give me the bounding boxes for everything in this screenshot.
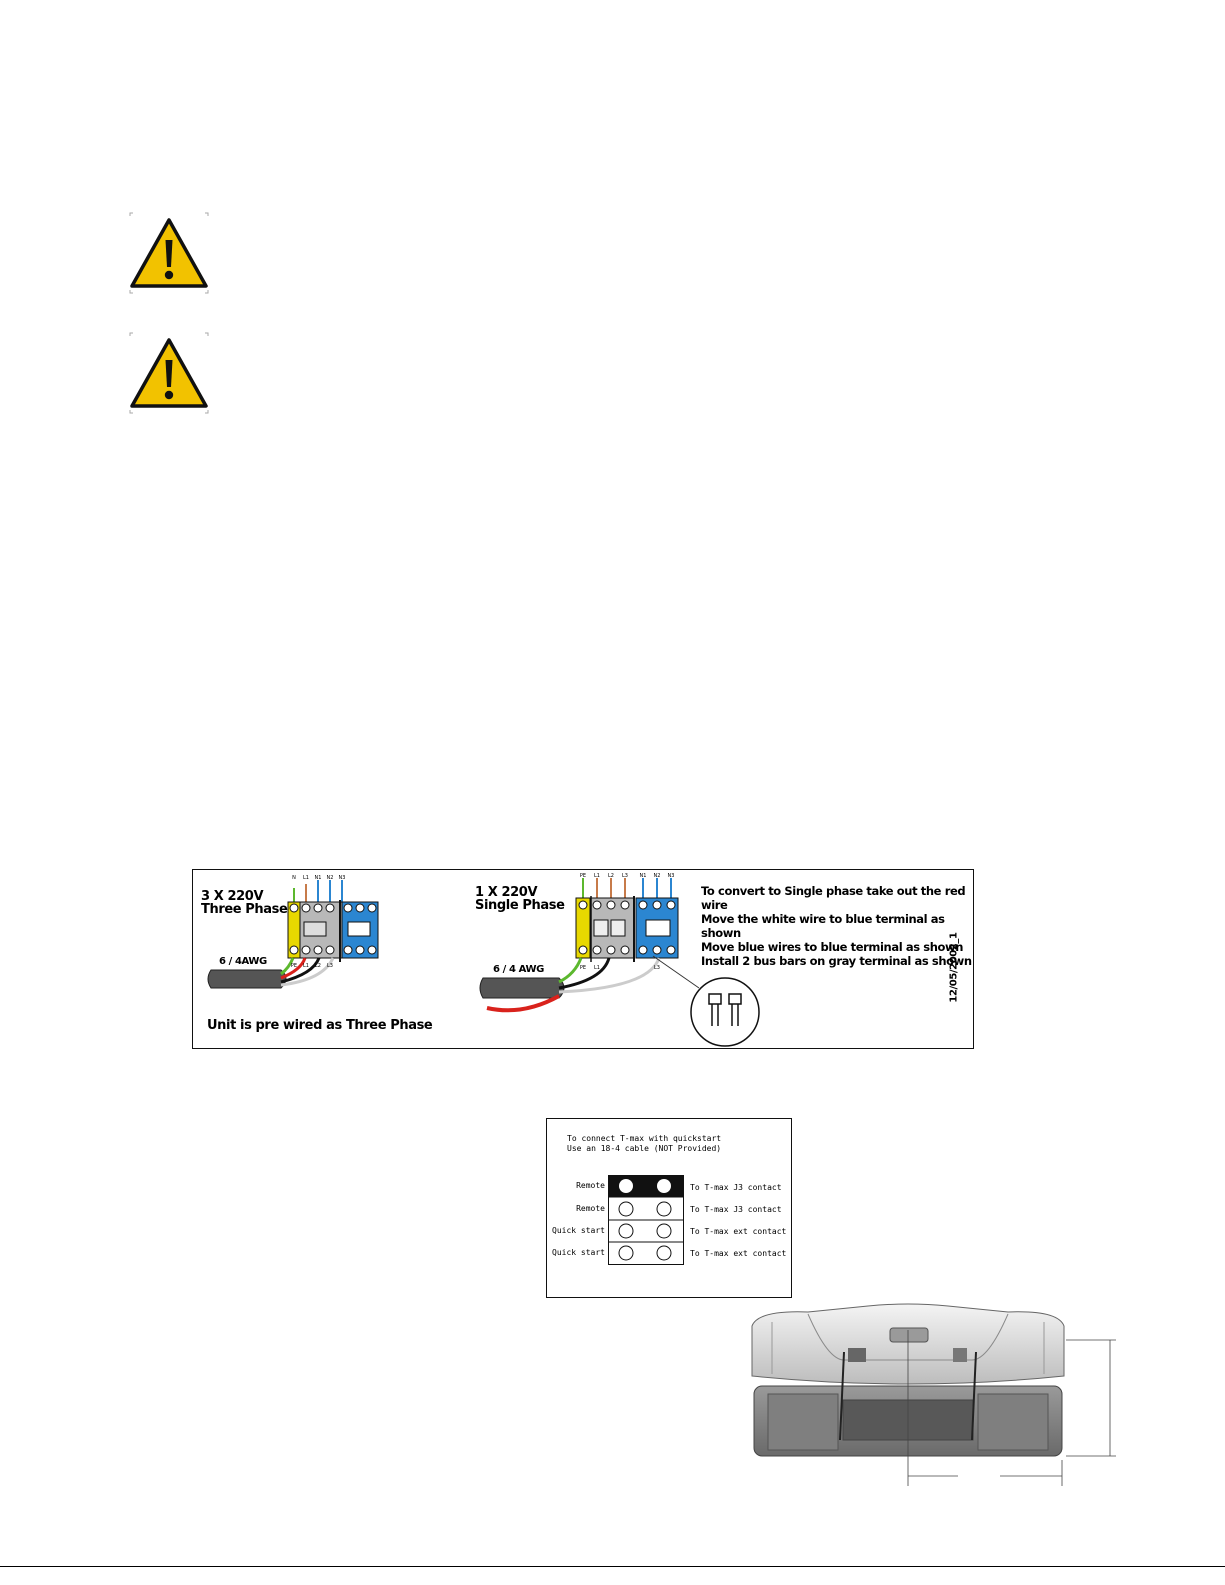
tmax-row-left: Remote bbox=[576, 1204, 605, 1213]
three-phase-terminal-label: N1 bbox=[314, 875, 322, 881]
warning-icon-2 bbox=[128, 332, 210, 414]
tmax-header-line2: Use an 18-4 cable (NOT Provided) bbox=[567, 1144, 722, 1153]
single-phase-terminal-label: N1 bbox=[639, 873, 647, 879]
single-phase-title-line1: 1 X 220V bbox=[475, 885, 538, 900]
three-phase-title-line2: Three Phase bbox=[201, 902, 288, 917]
single-phase-cable-label: 6 / 4 AWG bbox=[493, 964, 544, 975]
single-phase-terminal-label: N3 bbox=[667, 873, 675, 879]
instruction-line: To convert to Single phase take out the red wire bbox=[701, 884, 966, 912]
wiring-diagram-panel bbox=[192, 869, 974, 1049]
three-phase-title-line1: 3 X 220V bbox=[201, 889, 264, 904]
page-bottom-rule bbox=[0, 1566, 1225, 1567]
tanning-bed-illustration bbox=[748, 1300, 1128, 1490]
warning-triangle-icon bbox=[128, 332, 210, 414]
warning-icon-1 bbox=[128, 212, 210, 294]
conversion-instructions bbox=[701, 884, 973, 968]
single-phase-terminal-label: L1 bbox=[594, 873, 600, 879]
instruction-line: Move blue wires to blue terminal as shown bbox=[701, 940, 963, 954]
three-phase-terminal-label: PE bbox=[290, 963, 298, 969]
three-phase-cable-label: 6 / 4AWG bbox=[219, 956, 267, 967]
three-phase-terminal-label: L2 bbox=[315, 963, 321, 969]
tmax-row-right: To T-max ext contact bbox=[690, 1249, 787, 1258]
single-phase-terminal-label: L1 bbox=[594, 965, 600, 971]
three-phase-terminal-label: N bbox=[292, 875, 296, 881]
single-phase-terminal-label: PE bbox=[579, 873, 587, 879]
three-phase-terminal-label: L1 bbox=[303, 963, 309, 969]
tmax-header-line1: To connect T-max with quickstart bbox=[567, 1134, 722, 1143]
date-stamp: 12/05/2002_1 bbox=[948, 932, 960, 1003]
single-phase-terminal-label: N2 bbox=[653, 873, 661, 879]
single-phase-terminal-label: L3 bbox=[654, 965, 660, 971]
tmax-connection-panel bbox=[546, 1118, 792, 1298]
tmax-row-right: To T-max J3 contact bbox=[690, 1205, 782, 1214]
three-phase-terminal-label: N3 bbox=[338, 875, 346, 881]
single-phase-terminal-label: PE bbox=[579, 965, 587, 971]
tmax-row-left: Remote bbox=[576, 1181, 605, 1190]
instruction-line: Move the white wire to blue terminal as shown bbox=[701, 912, 945, 940]
three-phase-terminal-label: N2 bbox=[326, 875, 334, 881]
three-phase-note: Unit is pre wired as Three Phase bbox=[207, 1018, 433, 1033]
tmax-row-left: Quick start bbox=[552, 1248, 605, 1257]
instruction-line: Install 2 bus bars on gray terminal as shown bbox=[701, 954, 972, 968]
tmax-row-right: To T-max J3 contact bbox=[690, 1183, 782, 1192]
tmax-terminal-circles bbox=[608, 1175, 684, 1265]
tmax-row-left: Quick start bbox=[552, 1226, 605, 1235]
single-phase-terminal-label: L2 bbox=[608, 873, 614, 879]
warning-triangle-icon bbox=[128, 212, 210, 294]
tmax-row-right: To T-max ext contact bbox=[690, 1227, 787, 1236]
tmax-table bbox=[547, 1175, 793, 1265]
three-phase-terminal-label: L1 bbox=[303, 875, 309, 881]
single-phase-terminal-label: L3 bbox=[622, 873, 628, 879]
three-phase-terminal-label: L3 bbox=[327, 963, 333, 969]
single-phase-title-line2: Single Phase bbox=[475, 898, 565, 913]
tmax-header bbox=[567, 1134, 721, 1154]
